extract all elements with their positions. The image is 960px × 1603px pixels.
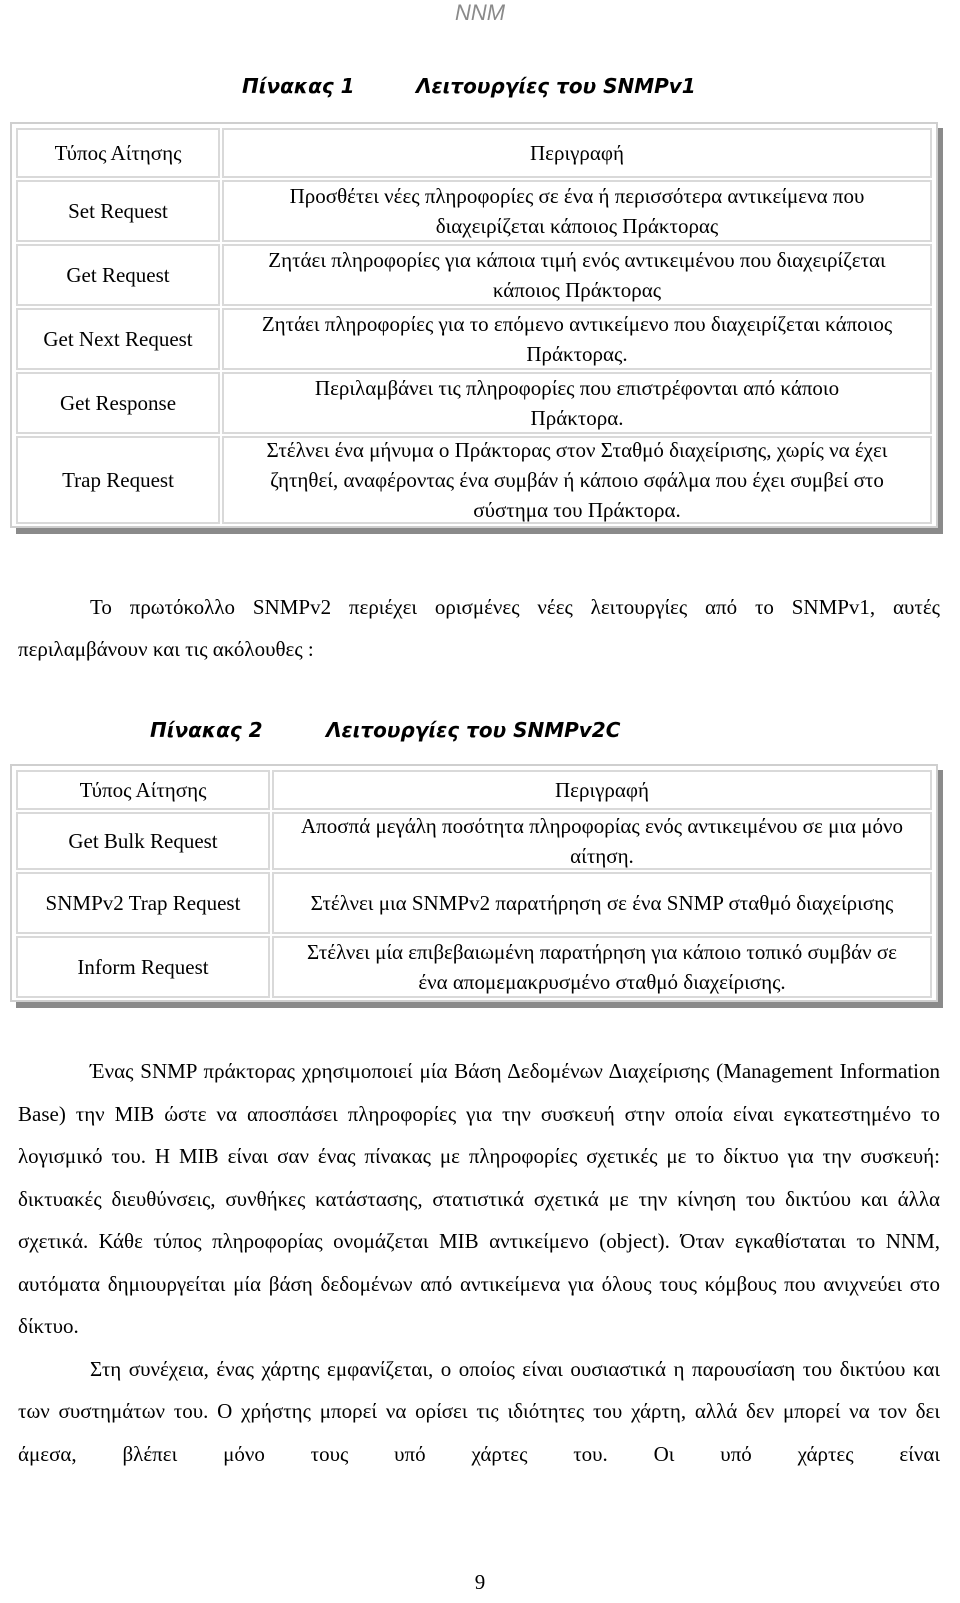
table1-row-4-desc: Περιλαμβάνει τις πληροφορίες που επιστρέφονται από κάποιο Πράκτορα.: [222, 372, 932, 434]
table1-shadow-right: [938, 128, 943, 534]
table1-caption-label: Πίνακας 1: [242, 74, 355, 98]
intro-paragraph: Το πρωτόκολλο SNMPv2 περιέχει ορισμένες νέες λειτουργίες από το SNMPv1, αυτές περιλαμβάνουν και τις ακόλουθες :: [18, 595, 940, 661]
table1-row-1-type: Set Request: [16, 180, 220, 242]
table2-row-3-desc: Στέλνει μία επιβεβαιωμένη παρατήρηση για κάποιο τοπικό συμβάν σε ένα απομεμακρυσμένο σταθμό διαχείρισης.: [272, 936, 932, 998]
table1-row-3-desc: Ζητάει πληροφορίες για το επόμενο αντικείμενο που διαχειρίζεται κάποιος Πράκτορας.: [222, 308, 932, 370]
page-number: 9: [474, 1570, 486, 1594]
body-paragraph-2: Στη συνέχεια, ένας χάρτης εμφανίζεται, ο οποίος είναι ουσιαστικά η παρουσίαση του δικτύου και των συστημάτων του. Ο χρήστης μπορεί να ορίσει τις ιδιότητες του χάρτη, αλλά δεν μπορεί να τον δει άμεσα, βλέπει μόνο τους υπό χάρτες του. Οι υπό χάρτες είναι: [18, 1356, 940, 1466]
table2-row-3-type: Inform Request: [16, 936, 270, 998]
table1-row-2-type: Get Request: [16, 244, 220, 306]
table2-header-desc: Περιγραφή: [272, 770, 932, 810]
table1-row-2-desc: Ζητάει πληροφορίες για κάποια τιμή ενός αντικειμένου που διαχειρίζεται κάποιος Πράκτορας: [222, 244, 932, 306]
table1-row-3-type: Get Next Request: [16, 308, 220, 370]
table2-caption-label: Πίνακας 2: [150, 718, 263, 742]
table1-row-5-desc: Στέλνει ένα μήνυμα ο Πράκτορας στον Σταθμό διαχείρισης, χωρίς να έχει ζητηθεί, αναφέροντας ένα συμβάν ή κάποιο σφάλμα που έχει συμβεί στο σύστημα του Πράκτορα.: [222, 436, 932, 524]
table2-row-2-desc: Στέλνει μια SNMPv2 παρατήρηση σε ένα SNMP σταθμό διαχείρισης: [272, 872, 932, 934]
table1-row-1-desc: Προσθέτει νέες πληροφορίες σε ένα ή περισσότερα αντικείμενα που διαχειρίζεται κάποιος Πράκτορας: [222, 180, 932, 242]
table2-row-2-type: SNMPv2 Trap Request: [16, 872, 270, 934]
table1-header-type: Τύπος Αίτησης: [16, 128, 220, 178]
table2-row-1-desc: Αποσπά μεγάλη ποσότητα πληροφορίας ενός αντικειμένου σε μια μόνο αίτηση.: [272, 812, 932, 870]
table2-row-1-type: Get Bulk Request: [16, 812, 270, 870]
table1-shadow-bottom: [16, 528, 943, 534]
table1-caption-title: Λειτουργίες του SNMPv1: [416, 74, 696, 98]
body-text: [18, 1050, 940, 1475]
table2-shadow-right: [938, 770, 943, 1008]
running-header: NNM: [454, 0, 506, 25]
table1-header-desc: Περιγραφή: [222, 128, 932, 178]
table2-shadow-bottom: [16, 1002, 943, 1008]
table1-row-5-type: Trap Request: [16, 436, 220, 524]
body-paragraph-1: Ένας SNMP πράκτορας χρησιμοποιεί μία Βάση Δεδομένων Διαχείρισης (Management Information Base) την MIB ώστε να αποσπάσει πληροφορίες για την συσκευή στην οποία είναι εγκατεστημένο το λογισμικό του. Η MIB είναι σαν ένας πίνακας με πληροφορίες σχετικές με το δίκτυο για την συσκευή: δικτυακές διευθύνσεις, συνθήκες κατάστασης, στατιστικά σχετικά με την κίνηση του δικτύου και άλλα σχετικά. Κάθε τύπος πληροφορίας ονομάζεται MIB αντικείμενο (object). Όταν εγκαθίσταται το NNM, αυτόματα δημιουργείται μία βάση δεδομένων από αντικείμενα για όλους τους κόμβους που ανιχνεύει στο δίκτυο.: [18, 1059, 940, 1338]
table1-row-4-type: Get Response: [16, 372, 220, 434]
table2-header-type: Τύπος Αίτησης: [16, 770, 270, 810]
table2-caption-title: Λειτουργίες του SNMPv2C: [326, 718, 621, 742]
